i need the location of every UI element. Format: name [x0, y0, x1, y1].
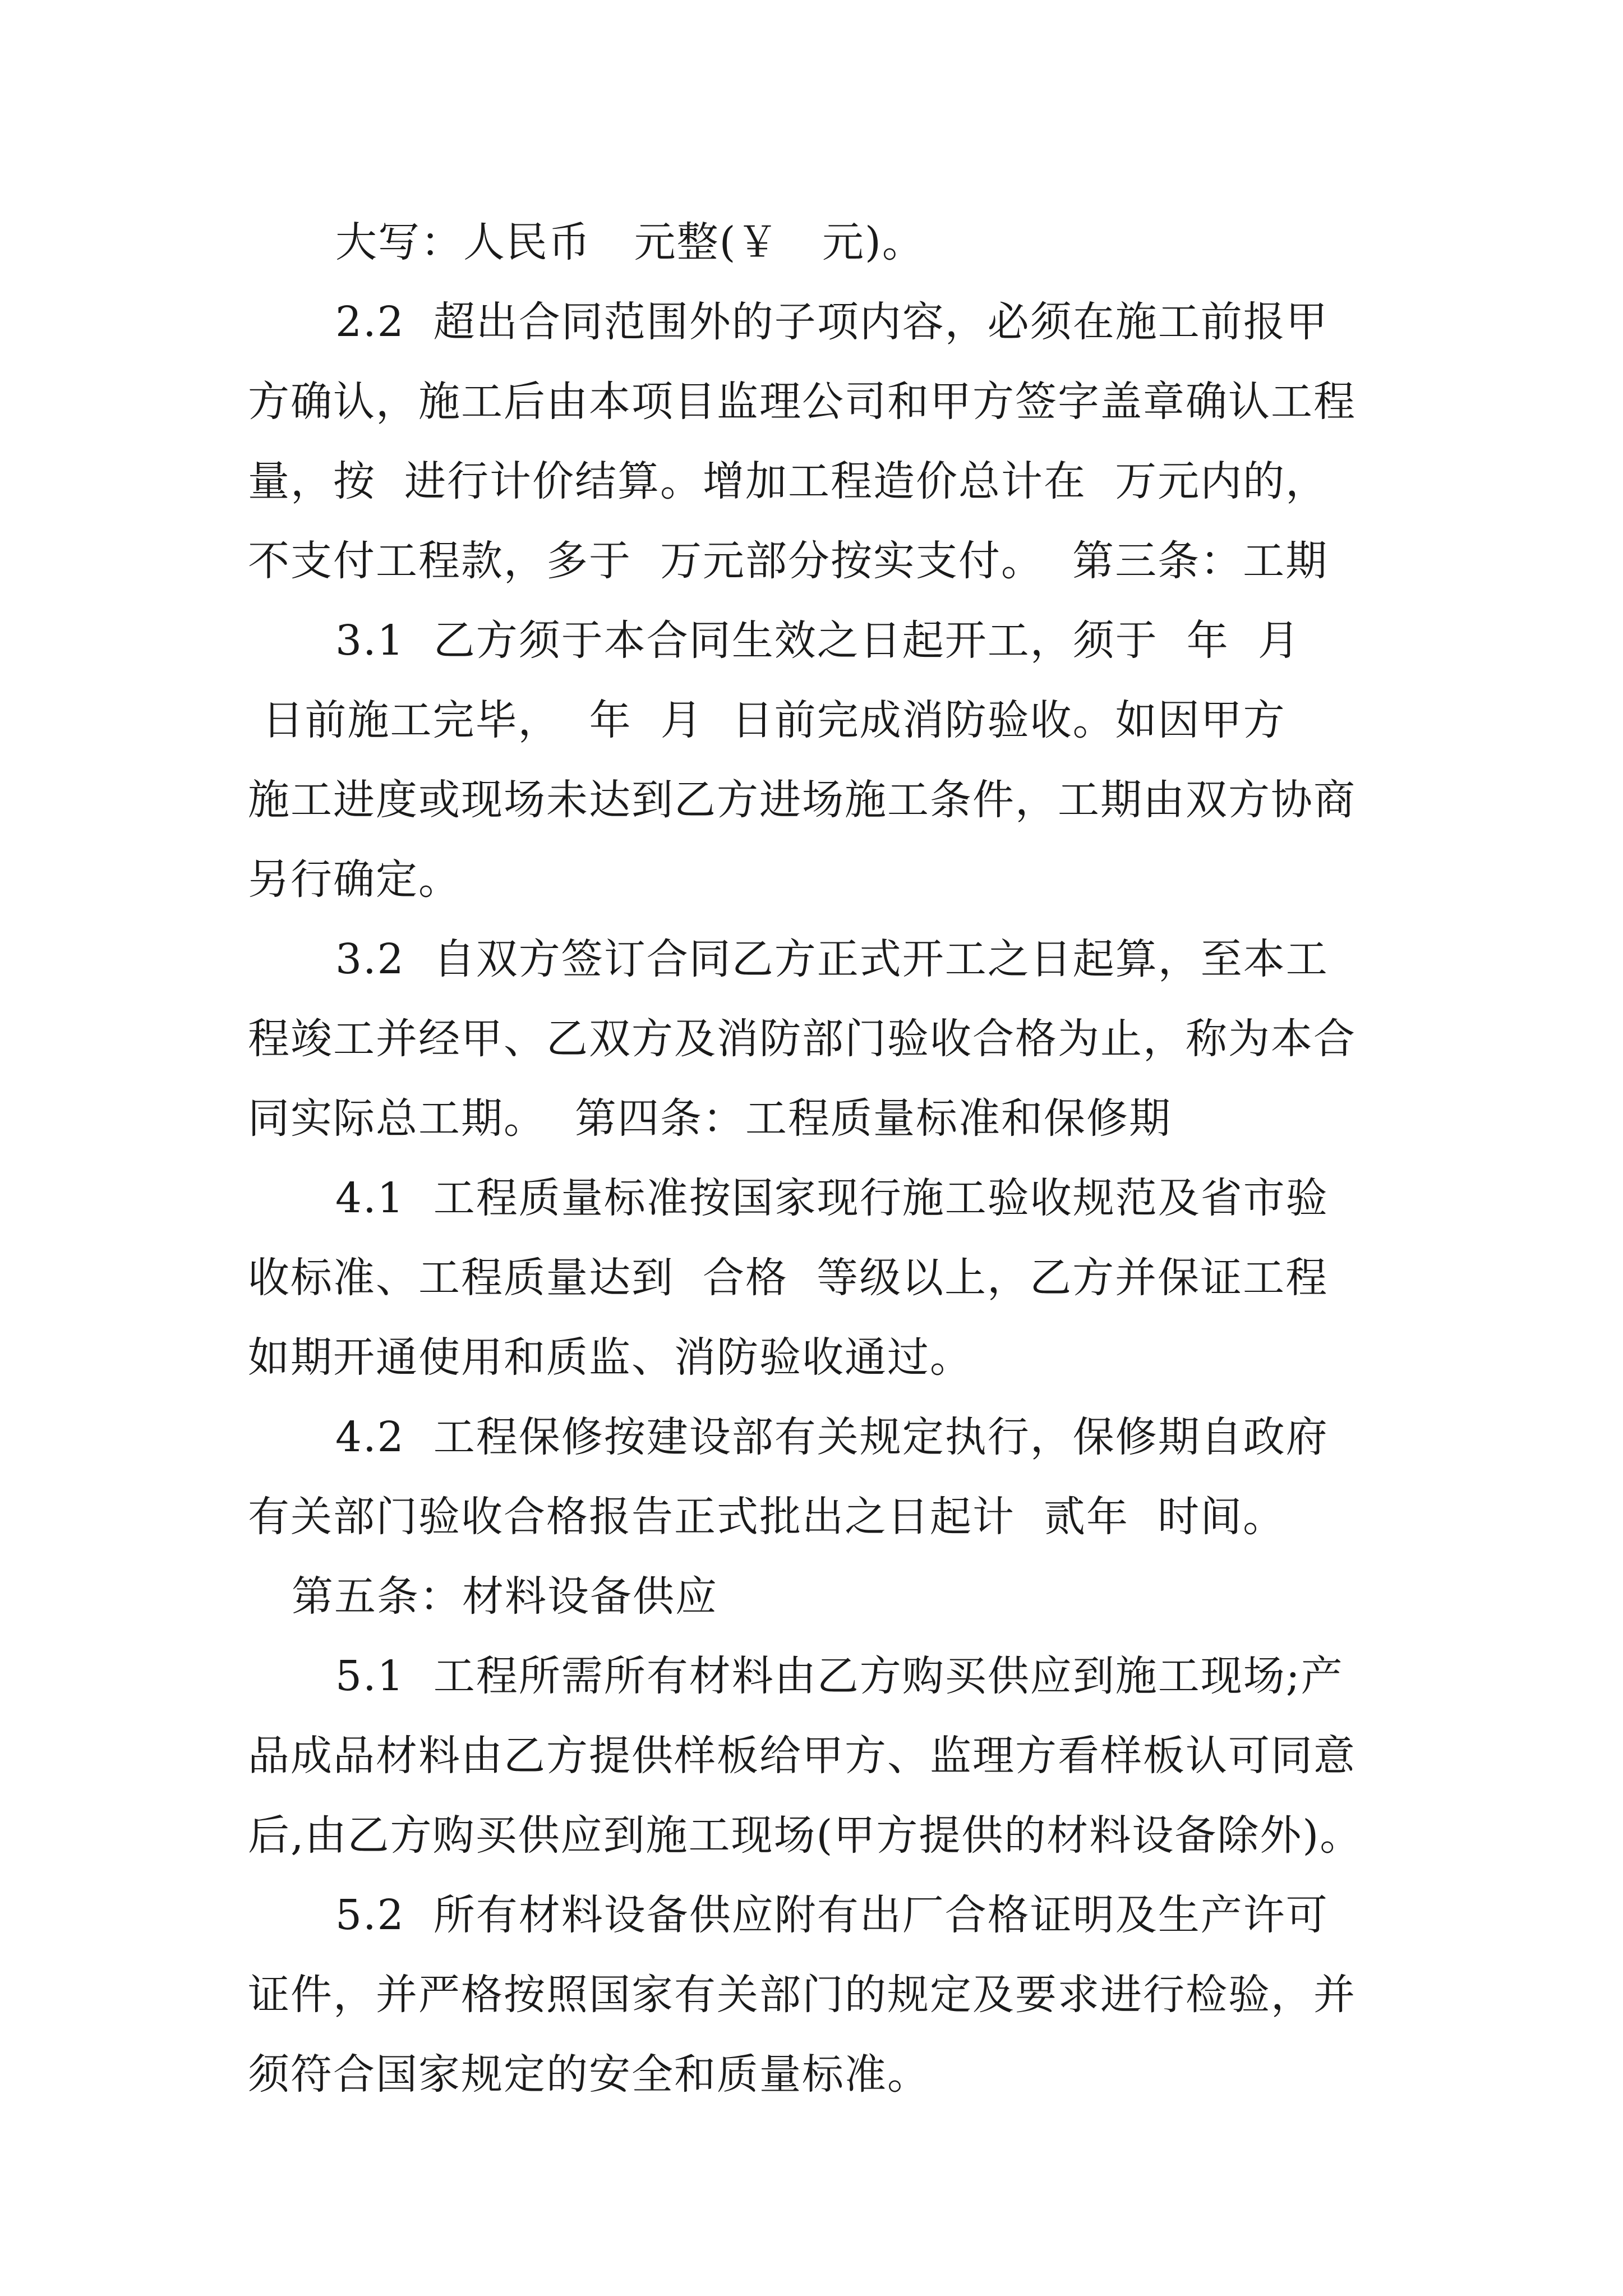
- text-line: 不支付工程款，多于 万元部分按实支付。 第三条：工期: [248, 537, 1329, 585]
- text-line: 另行确定。: [248, 855, 461, 904]
- text-line: 方确认，施工后由本项目监理公司和甲方签字盖章确认工程: [248, 378, 1356, 426]
- text-line: 日前施工完毕， 年 月 日前完成消防验收。如因甲方: [248, 696, 1286, 744]
- text-line: 5.2 所有材料设备供应附有出厂合格证明及生产许可: [335, 1891, 1329, 1939]
- text-line: 有关部门验收合格报告正式批出之日起计 贰年 时间。: [248, 1493, 1286, 1541]
- text-line: 证件，并严格按照国家有关部门的规定及要求进行检验，并: [248, 1971, 1356, 2019]
- text-line: 量，按 进行计价结算。增加工程造价总计在 万元内的，: [248, 457, 1329, 505]
- text-line: 2.2 超出合同范围外的子项内容，必须在施工前报甲: [335, 298, 1329, 346]
- text-line: 后,由乙方购买供应到施工现场(甲方提供的材料设备除外)。: [248, 1811, 1363, 1860]
- text-line: 5.1 工程所需所有材料由乙方购买供应到施工现场;产: [335, 1652, 1344, 1700]
- text-line: 收标准、工程质量达到 合格 等级以上，乙方并保证工程: [248, 1254, 1329, 1302]
- text-line: 大写：人民币 元整(￥ 元)。: [335, 218, 925, 266]
- text-line: 4.2 工程保修按建设部有关规定执行，保修期自政府: [335, 1413, 1329, 1461]
- text-line: 施工进度或现场未达到乙方进场施工条件，工期由双方协商: [248, 776, 1356, 824]
- text-line: 品成品材料由乙方提供样板给甲方、监理方看样板认可同意: [248, 1732, 1356, 1780]
- text-line: 程竣工并经甲、乙双方及消防部门验收合格为止，称为本合: [248, 1015, 1356, 1063]
- text-line: 如期开通使用和质监、消防验收通过。: [248, 1333, 972, 1382]
- text-line: 3.2 自双方签订合同乙方正式开工之日起算，至本工: [335, 935, 1329, 983]
- text-line: 第五条：材料设备供应: [292, 1572, 718, 1621]
- text-line: 须符合国家规定的安全和质量标准。: [248, 2050, 930, 2099]
- text-line: 4.1 工程质量标准按国家现行施工验收规范及省市验: [335, 1174, 1329, 1222]
- text-line: 3.1 乙方须于本合同生效之日起开工，须于 年 月: [335, 616, 1301, 665]
- text-line: 同实际总工期。 第四条：工程质量标准和保修期: [248, 1094, 1172, 1143]
